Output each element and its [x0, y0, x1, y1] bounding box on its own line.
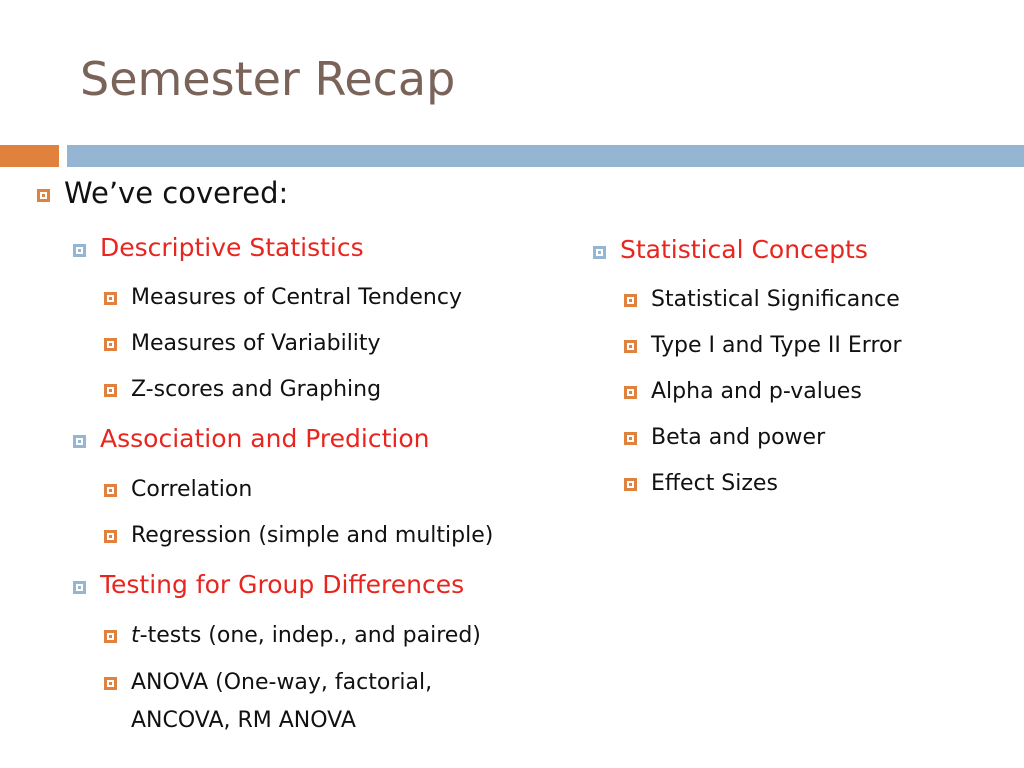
square-bullet-icon: [104, 384, 117, 397]
section-heading-statistical-concepts: Statistical Concepts: [620, 235, 868, 264]
t-symbol: t: [131, 623, 140, 648]
square-bullet-icon: [73, 435, 86, 448]
square-bullet-icon: [593, 246, 606, 259]
square-bullet-icon: [73, 244, 86, 257]
square-bullet-icon: [624, 294, 637, 307]
square-bullet-icon: [104, 292, 117, 305]
square-bullet-icon: [37, 189, 50, 202]
square-bullet-icon: [104, 338, 117, 351]
list-item: Regression (simple and multiple): [131, 517, 493, 555]
square-bullet-icon: [104, 530, 117, 543]
intro-text: We’ve covered:: [64, 176, 289, 210]
slide-title: Semester Recap: [80, 52, 456, 106]
section-heading-descriptive: Descriptive Statistics: [100, 233, 364, 262]
square-bullet-icon: [104, 484, 117, 497]
list-item: Type I and Type II Error: [651, 327, 902, 365]
accent-bar-orange: [0, 145, 59, 167]
list-item: Measures of Variability: [131, 325, 381, 363]
section-heading-association: Association and Prediction: [100, 424, 429, 453]
list-item: Alpha and p-values: [651, 373, 862, 411]
square-bullet-icon: [624, 386, 637, 399]
square-bullet-icon: [104, 677, 117, 690]
list-item: Statistical Significance: [651, 281, 900, 319]
list-item: Beta and power: [651, 419, 825, 457]
section-heading-group-differences: Testing for Group Differences: [100, 570, 464, 599]
list-item: Z-scores and Graphing: [131, 371, 381, 409]
list-item: Measures of Central Tendency: [131, 279, 462, 317]
list-item: Effect Sizes: [651, 465, 778, 503]
square-bullet-icon: [73, 581, 86, 594]
square-bullet-icon: [104, 630, 117, 643]
list-item: ANOVA (One-way, factorial, ANCOVA, RM ANOVA: [131, 664, 432, 740]
list-item: t-tests (one, indep., and paired): [131, 617, 481, 655]
intro-bullet: [64, 176, 288, 210]
square-bullet-icon: [624, 432, 637, 445]
square-bullet-icon: [624, 478, 637, 491]
list-item: Correlation: [131, 471, 252, 509]
square-bullet-icon: [624, 340, 637, 353]
accent-bar-blue: [67, 145, 1024, 167]
